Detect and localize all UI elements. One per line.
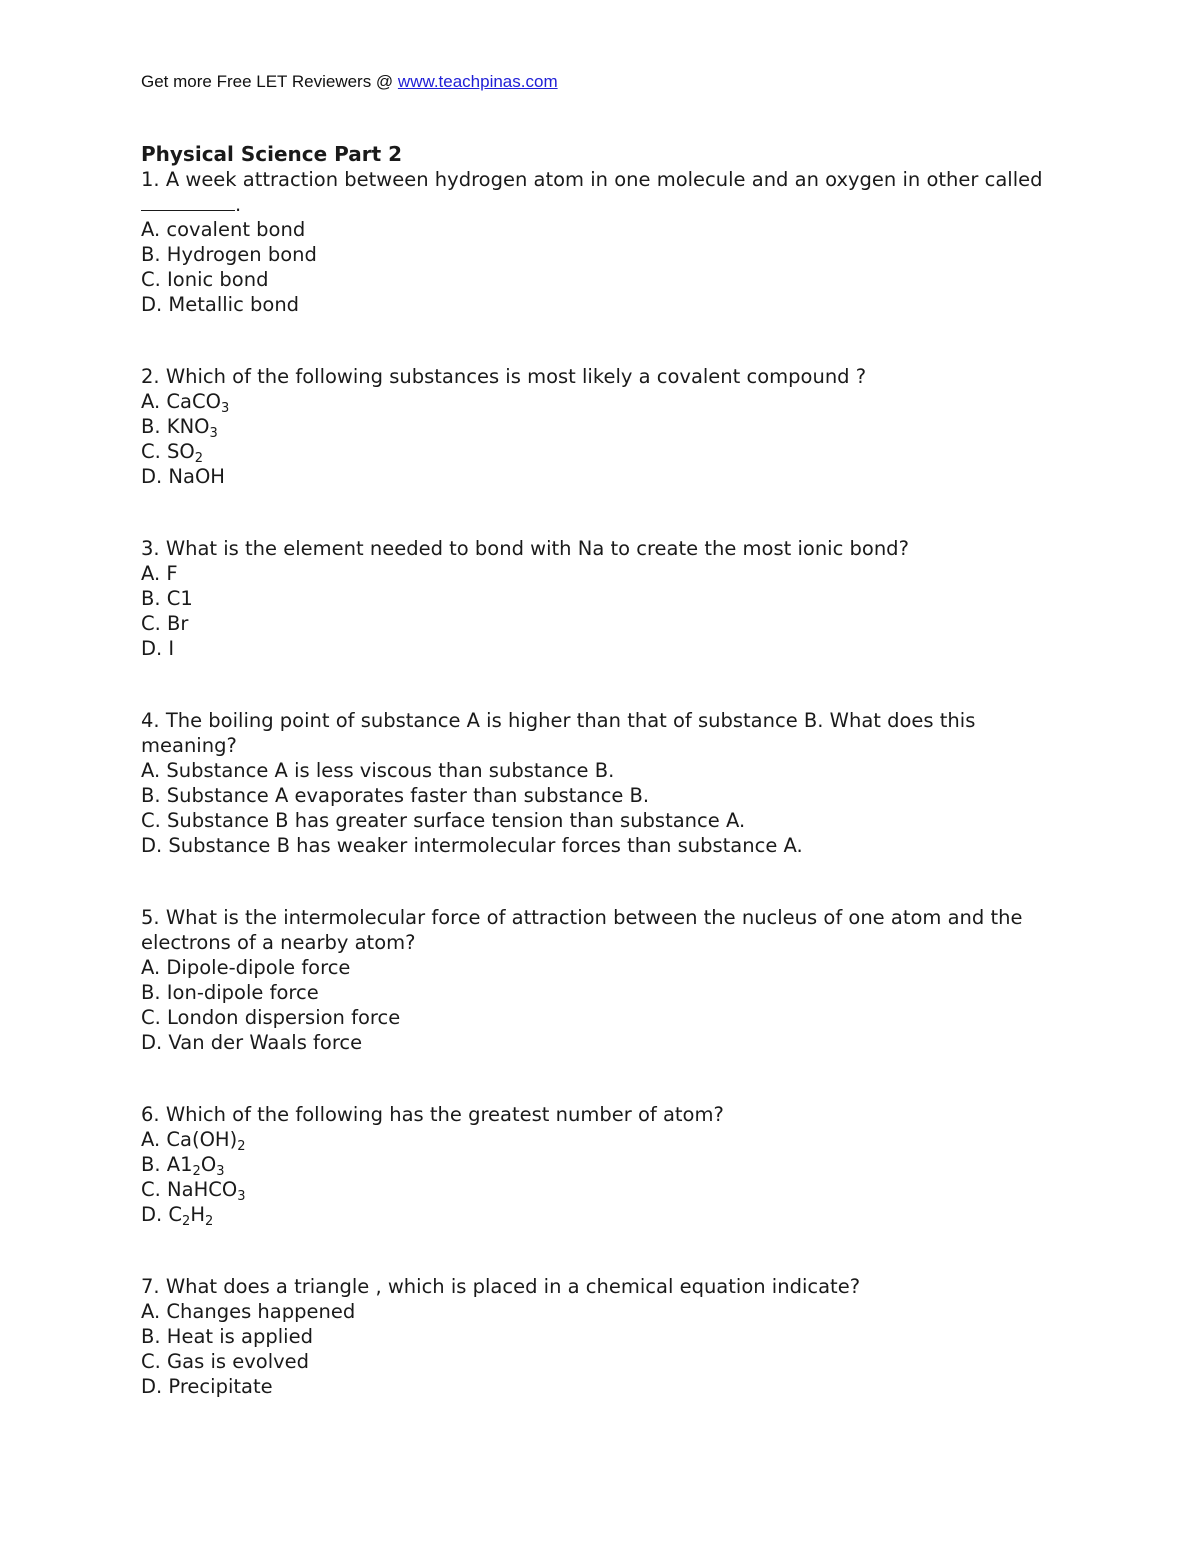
question-number: 1 .: [141, 168, 166, 191]
teachpinas-link[interactable]: www.teachpinas.com: [397, 72, 558, 91]
question-text: [141, 536, 1051, 561]
question-2: [141, 364, 1051, 489]
question-text: [141, 1274, 1051, 1299]
option-b: B . $KNO_3$: [141, 414, 1051, 439]
option-c: C . Substance B has greater surface tension than substance A.: [141, 808, 1051, 833]
answer-blank: [141, 195, 235, 211]
option-d: D . Substance B has weaker intermolecular forces than substance A.: [141, 833, 1051, 858]
question-4: [141, 708, 1051, 858]
question-text: [141, 364, 1051, 389]
option-a: A . Substance A is less viscous than substance B.: [141, 758, 1051, 783]
question-text: [141, 167, 1051, 217]
option-d: D . Van der Waals force: [141, 1030, 1051, 1055]
question-number: 2 .: [141, 365, 166, 388]
option-a: A . Dipole-dipole force: [141, 955, 1051, 980]
spacer: [141, 489, 1051, 536]
question-stem: The boiling point of substance A is higher than that of substance B. What does this meaning?: [141, 709, 976, 757]
question-stem-end: .: [235, 193, 242, 216]
question-stem: Which of the following substances is most likely a covalent compound ?: [165, 365, 867, 388]
question-number: 3 .: [141, 537, 166, 560]
option-c: C . Ionic bond: [141, 267, 1051, 292]
option-d: D . Precipitate: [141, 1374, 1051, 1399]
question-text: [141, 708, 1051, 758]
page-header: [141, 72, 558, 92]
spacer: [141, 1227, 1051, 1274]
spacer: [141, 858, 1051, 905]
question-1: [141, 167, 1051, 317]
option-a: A . F: [141, 561, 1051, 586]
option-b: B . Substance A evaporates faster than substance B.: [141, 783, 1051, 808]
question-number: 6 .: [141, 1103, 166, 1126]
option-b: B . $A1_2O_3$: [141, 1152, 1051, 1177]
option-d: D . NaOH: [141, 464, 1051, 489]
question-number: 5 .: [141, 906, 166, 929]
spacer: [141, 317, 1051, 364]
option-a: A . covalent bond: [141, 217, 1051, 242]
option-a: A . $Ca(OH)_2$: [141, 1127, 1051, 1152]
option-c: C . NaHCO$_3$: [141, 1177, 1051, 1202]
spacer: [141, 661, 1051, 708]
option-c: C . Gas is evolved: [141, 1349, 1051, 1374]
question-stem: A week attraction between hydrogen atom in one molecule and an oxygen in other called: [165, 168, 1043, 191]
option-b: B . Hydrogen bond: [141, 242, 1051, 267]
option-d: D . Metallic bond: [141, 292, 1051, 317]
option-b: B . Ion-dipole force: [141, 980, 1051, 1005]
question-number: 4 .: [141, 709, 166, 732]
question-text: [141, 905, 1051, 955]
option-c: C . London dispersion force: [141, 1005, 1051, 1030]
question-text: [141, 1102, 1051, 1127]
reviewer-content: [141, 141, 1051, 1399]
spacer: [141, 1055, 1051, 1102]
question-7: [141, 1274, 1051, 1399]
option-b: B . Heat is applied: [141, 1324, 1051, 1349]
header-prefix: Get more Free LET Reviewers @: [141, 72, 398, 91]
question-stem: What is the intermolecular force of attraction between the nucleus of one atom and the electrons of a nearby atom?: [141, 906, 1023, 954]
option-d: D . $C_2H_2$: [141, 1202, 1051, 1227]
question-stem: Which of the following has the greatest number of atom?: [165, 1103, 724, 1126]
option-c: C . Br: [141, 611, 1051, 636]
question-6: [141, 1102, 1051, 1227]
option-b: B . C1: [141, 586, 1051, 611]
option-d: D . I: [141, 636, 1051, 661]
option-c: C . $SO_2$: [141, 439, 1051, 464]
option-a: A . CaCO$_3$: [141, 389, 1051, 414]
question-5: [141, 905, 1051, 1055]
question-stem: What does a triangle , which is placed in a chemical equation indicate?: [165, 1275, 861, 1298]
question-stem: What is the element needed to bond with Na to create the most ionic bond?: [165, 537, 909, 560]
document-title: Physical Science Part 2: [141, 142, 403, 166]
question-number: 7 .: [141, 1275, 166, 1298]
question-3: [141, 536, 1051, 661]
option-a: A . Changes happened: [141, 1299, 1051, 1324]
